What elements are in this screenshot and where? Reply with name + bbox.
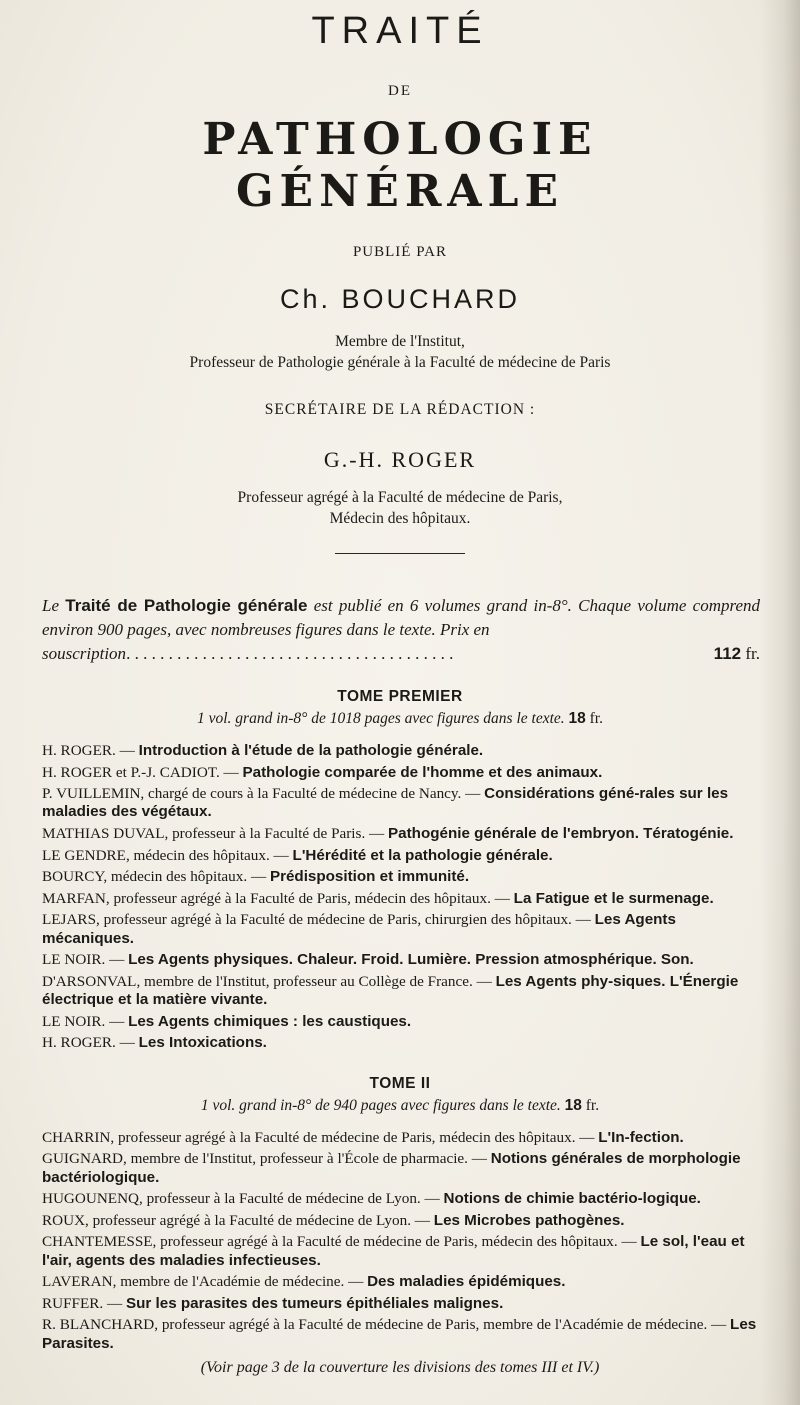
chapter-title: Pathologie comparée de l'homme et des animaux. (242, 763, 603, 781)
tome-desc-text: 1 vol. grand in-8° de 940 pages avec figures dans le texte. (200, 1096, 561, 1114)
leader-dots: . . . . . . . . . . . . . . . . . . . . . . . . . . . . . . . . . . . . . . . (126, 644, 454, 663)
divider-rule (335, 553, 465, 554)
contributor: MATHIAS DUVAL, professeur à la Faculté de Paris. — (42, 825, 389, 843)
tome-heading: TOME II (369, 1074, 431, 1092)
author-name: Ch. BOUCHARD (279, 284, 521, 314)
list-item (42, 1129, 760, 1147)
list-item (42, 890, 760, 908)
tome-currency: fr. (589, 710, 603, 727)
page-title: TRAITÉ (311, 10, 489, 52)
chapter-title: Les Microbes pathogènes. (433, 1211, 625, 1229)
contributor: MARFAN, professeur agrégé à la Faculté de Paris, médecin des hôpitaux. — (42, 889, 514, 907)
tomes-section (36, 688, 764, 1377)
list-item (42, 1316, 760, 1353)
secretary-role (36, 487, 764, 529)
chapter-title: Pathogénie générale de l'embryon. Tératogénie. (388, 825, 734, 843)
list-item (42, 1034, 760, 1052)
intro-paragraph (36, 594, 764, 666)
published-by-label: PUBLIÉ PAR (352, 244, 448, 260)
subject-title: PATHOLOGIE GÉNÉRALE (202, 114, 598, 217)
list-item (42, 1190, 760, 1208)
contributor: H. ROGER et P.-J. CADIOT. — (42, 763, 243, 781)
chapter-title: La Fatigue et le surmenage. (513, 889, 714, 907)
list-item (42, 1212, 760, 1230)
chapter-title: Les Parasites. (42, 1316, 757, 1352)
tome-heading: TOME PREMIER (337, 688, 463, 705)
list-item (42, 1233, 760, 1270)
subscription-price-line (42, 642, 760, 666)
list-item (42, 742, 760, 760)
tome-section (36, 1075, 764, 1353)
list-item (42, 1150, 760, 1187)
list-item (42, 1295, 760, 1313)
chapter-title: Sur les parasites des tumeurs épithéliales malignes. (125, 1294, 504, 1312)
contributions-list (36, 742, 764, 1053)
chapter-title: Considérations géné-rales sur les maladies des végétaux. (42, 785, 729, 821)
secretary-role-line-1: Professeur agrégé à la Faculté de médecine de Paris, (237, 489, 563, 506)
chapter-title: Le sol, l'eau et l'air, agents des maladies infectieuses. (42, 1233, 745, 1269)
chapter-title: Les Agents chimiques : les caustiques. (128, 1012, 412, 1030)
contributor: LE GENDRE, médecin des hôpitaux. — (42, 846, 293, 864)
contributor: LE NOIR. — (42, 1012, 129, 1030)
chapter-title: Les Agents physiques. Chaleur. Froid. Lumière. Pression atmosphérique. Son. (128, 951, 694, 969)
chapter-title: Les Agents phy-siques. L'Énergie électrique et la matière vivante. (42, 972, 739, 1009)
contributor: H. ROGER. — (42, 742, 139, 759)
subscription-price: 112 (713, 644, 742, 663)
page-edge-shadow (760, 0, 800, 1405)
contributor: RUFFER. — (42, 1294, 126, 1312)
list-item (42, 847, 760, 865)
list-item (42, 911, 760, 948)
chapter-title: L'Hérédité et la pathologie générale. (292, 846, 553, 864)
list-item (42, 1013, 760, 1031)
list-item (42, 1273, 760, 1291)
secretary-name: G.-H. ROGER (323, 447, 477, 472)
chapter-title: Introduction à l'étude de la pathologie générale. (138, 742, 484, 759)
contributor: CHARRIN, professeur agrégé à la Faculté de médecine de Paris, médecin des hôpitaux. — (42, 1128, 599, 1146)
tome-price: 18 (564, 1096, 582, 1114)
contributor: LAVERAN, membre de l'Académie de médecine. — (42, 1273, 368, 1291)
list-item (42, 973, 760, 1010)
contributor: ROUX, professeur agrégé à la Faculté de médecine de Lyon. — (42, 1211, 434, 1229)
chapter-title: Les Agents mécaniques. (42, 911, 676, 947)
list-item (42, 825, 760, 843)
contributor: BOURCY, médecin des hôpitaux. — (42, 868, 270, 886)
contributor: R. BLANCHARD, professeur agrégé à la Faculté de médecine de Paris, membre de l'Académie de médecine. — (42, 1316, 731, 1334)
list-item (42, 785, 760, 822)
author-role-line-2: Professeur de Pathologie générale à la Faculté de médecine de Paris (189, 354, 611, 371)
contributor: CHANTEMESSE, professeur agrégé à la Faculté de médecine de Paris, médecin des hôpitaux. — (42, 1233, 641, 1251)
contributor: GUIGNARD, membre de l'Institut, professeur à l'École de pharmacie. — (42, 1150, 491, 1168)
chapter-title: Notions générales de morphologie bactériologique. (42, 1150, 741, 1186)
author-role (36, 331, 764, 373)
contributions-list (36, 1129, 764, 1353)
subscription-currency: fr. (745, 644, 760, 663)
contributor: P. VUILLEMIN, chargé de cours à la Faculté de médecine de Nancy. — (42, 785, 485, 803)
intro-bold-title: Traité de Pathologie générale (65, 596, 308, 615)
contributor: LEJARS, professeur agrégé à la Faculté de médecine de Paris, chirurgien des hôpitaux. — (42, 911, 595, 929)
intro-text: est publié en 6 volumes grand in-8°. Chaque volume comprend environ 900 pages, avec nombreuses figures dans le texte. Prix en (42, 596, 761, 639)
tome-section (36, 688, 764, 1053)
title-de: DE (388, 83, 412, 99)
chapter-title: Des maladies épidémiques. (367, 1273, 566, 1291)
tome-description (36, 1097, 764, 1115)
list-item (42, 951, 760, 969)
contributor: D'ARSONVAL, membre de l'Institut, professeur au Collège de France. — (42, 972, 496, 990)
chapter-title: Prédisposition et immunité. (269, 868, 470, 886)
chapter-title: Notions de chimie bactério-logique. (443, 1190, 701, 1208)
footer-note: (Voir page 3 de la couverture les divisions des tomes III et IV.) (200, 1359, 600, 1377)
tome-price: 18 (568, 710, 586, 727)
list-item (42, 764, 760, 782)
contributor: H. ROGER. — (42, 1034, 139, 1052)
chapter-title: L'In-fection. (598, 1128, 684, 1146)
secretary-label: SECRÉTAIRE DE LA RÉDACTION : (264, 401, 536, 418)
intro-last-word: souscription (42, 644, 127, 663)
secretary-role-line-2: Médecin des hôpitaux. (329, 510, 471, 527)
author-role-line-1: Membre de l'Institut, (335, 333, 465, 350)
chapter-title: Les Intoxications. (138, 1034, 267, 1052)
intro-prefix: Le (42, 596, 59, 615)
contributor: HUGOUNENQ, professeur à la Faculté de médecine de Lyon. — (42, 1190, 444, 1208)
contributor: LE NOIR. — (42, 951, 129, 969)
tome-description (36, 710, 764, 728)
list-item (42, 868, 760, 886)
tome-desc-text: 1 vol. grand in-8° de 1018 pages avec figures dans le texte. (197, 710, 565, 727)
tome-currency: fr. (585, 1096, 600, 1114)
